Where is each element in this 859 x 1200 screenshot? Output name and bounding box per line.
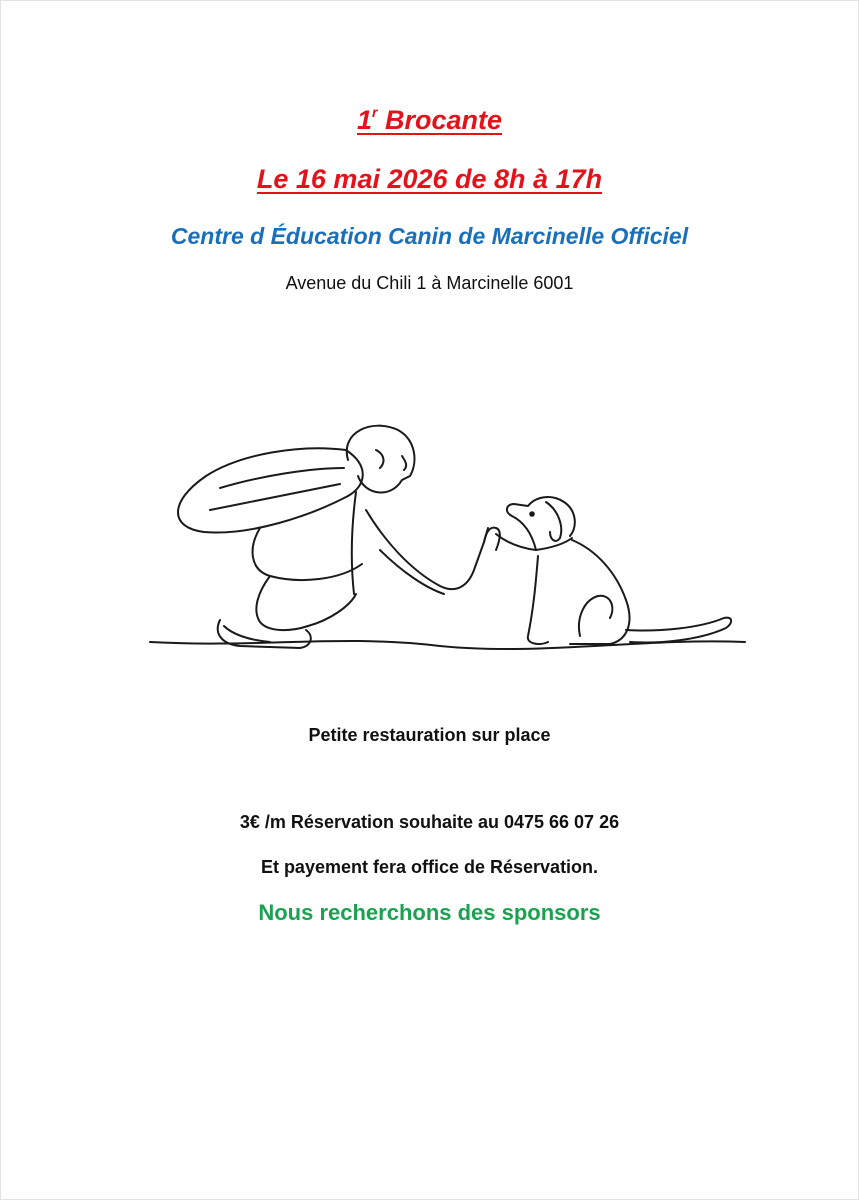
organizer-name: Centre d Éducation Canin de Marcinelle Officiel <box>170 223 689 249</box>
title-prefix: 1 <box>356 105 373 135</box>
event-address: Avenue du Chili 1 à Marcinelle 6001 <box>285 273 574 293</box>
payment-info: Et payement fera office de Réservation. <box>260 857 599 877</box>
title-superscript: r <box>372 104 378 120</box>
person-arm <box>366 510 488 589</box>
person-leg <box>256 576 308 630</box>
dog-tail <box>626 618 731 643</box>
price-reservation: 3€ /m Réservation souhaite au 0475 66 07 26 <box>239 812 620 832</box>
backpack <box>178 448 363 532</box>
dog-paw <box>496 534 536 550</box>
food-info: Petite restauration sur place <box>308 725 551 745</box>
sponsor-call: Nous recherchons des sponsors <box>258 900 601 925</box>
person-torso <box>352 492 356 594</box>
event-title <box>0 104 859 136</box>
event-date: Le 16 mai 2026 de 8h à 17h <box>256 164 603 194</box>
dog-ear <box>546 502 561 541</box>
dog-body <box>528 556 548 644</box>
dog-leg <box>579 596 612 636</box>
person-dog-high-five-illustration <box>140 410 760 670</box>
person-shoe <box>218 620 311 648</box>
title-main: Brocante <box>377 105 503 135</box>
line-art-icon <box>150 426 745 649</box>
